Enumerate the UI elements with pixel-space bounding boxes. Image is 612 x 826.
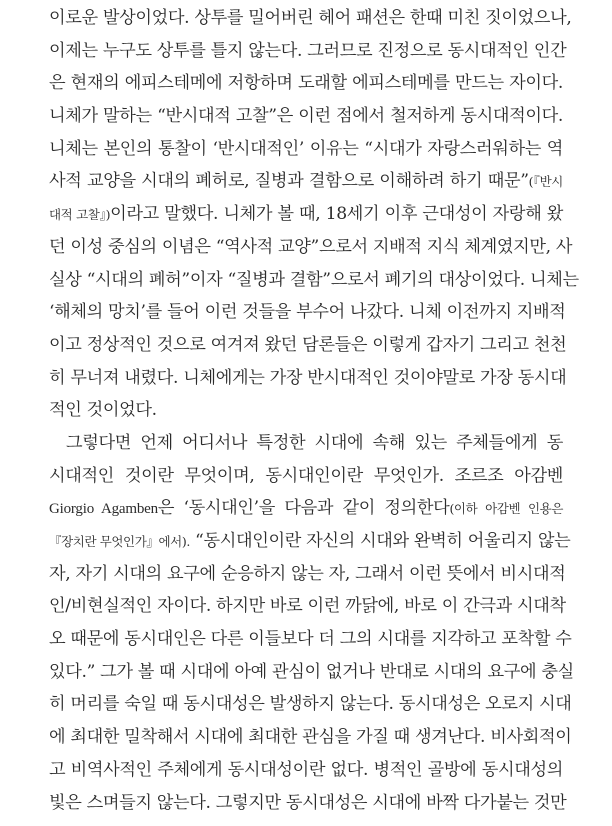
text-line: 자, 자기 시대의 요구에 순응하지 않는 자, 그래서 이런 뜻에서 비시대적	[49, 563, 566, 584]
body-text: 이라고 말했다. 니체가 볼 때, 18세기 이후 근대성이 자랑해 왔	[110, 204, 563, 225]
text-line	[49, 198, 563, 231]
text-line	[49, 525, 571, 558]
text-line: 빛은 스며들지 않는다. 그렇지만 동시대성은 시대에 바짝 다가붙는 것만	[49, 792, 567, 813]
body-text: 사적 교양을 시대의 폐허로, 질병과 결함으로 이해하려 하기 때문”	[49, 171, 529, 192]
text-line: 실상 “시대의 폐허”이자 “질병과 결함”으로서 폐기의 대상이었다. 니체는	[49, 269, 579, 290]
text-line: 니체가 말하는 “반시대적 고찰”은 이런 점에서 철저하게 동시대적이다.	[49, 106, 563, 127]
citation-text: 대적 고찰』)	[49, 207, 111, 223]
paragraph-2	[49, 427, 574, 819]
text-line: 이제는 누구도 상투를 틀지 않는다. 그러므로 진정으로 동시대적인 인간	[49, 40, 567, 61]
citation-text: (『반시	[528, 174, 563, 190]
text-line: 히 무너져 내렸다. 니체에게는 가장 반시대적인 것이야말로 가장 동시대	[49, 367, 567, 388]
text-line: 적인 것이었다.	[49, 400, 157, 421]
text-line	[49, 165, 563, 198]
body-text: 은 ‘동시대인’을 다음과 같이 정의한다	[157, 498, 450, 519]
text-line: ‘해체의 망치’를 들어 이런 것들을 부수어 나갔다. 니체 이전까지 지배적	[49, 302, 566, 323]
citation-text: (이하 아감벤 인용은	[449, 501, 564, 517]
text-line: 고 비역사적인 주체에게 동시대성이란 없다. 병적인 골방에 동시대성의	[49, 759, 563, 780]
text-line: 이로운 발상이었다. 상투를 밀어버린 헤어 패션은 한때 미친 짓이었으나,	[49, 8, 572, 28]
citation-text: 『장치란 무엇인가』에서).	[49, 534, 190, 549]
text-line: 은 현재의 에피스테메에 저항하며 도래할 에피스테메를 만드는 자이다.	[49, 73, 563, 94]
text-line: 던 이성 중심의 이념은 “역사적 교양”으로서 지배적 지식 체계였지만, 사	[49, 236, 573, 257]
text-line: 있다.” 그가 볼 때 시대에 아예 관심이 없거나 반대로 시대의 요구에 충실	[49, 661, 574, 682]
text-line: 시대적인 것이란 무엇이며, 동시대인이란 무엇인가. 조르조 아감벤	[49, 465, 563, 486]
text-line: 히 머리를 숙일 때 동시대성은 발생하지 않는다. 동시대성은 오로지 시대	[49, 694, 572, 715]
paragraph-1	[49, 2, 579, 427]
text-line	[49, 492, 563, 525]
text-line: 그렇다면 언제 어디서나 특정한 시대에 속해 있는 주체들에게 동	[66, 432, 563, 453]
text-line: 니체는 본인의 통찰이 ‘반시대적인’ 이유는 “시대가 자랑스러워하는 역	[49, 138, 563, 159]
text-line: 오 때문에 동시대인은 다른 이들보다 더 그의 시대를 지각하고 포착할 수	[49, 629, 572, 650]
text-line: 에 최대한 밀착해서 시대에 최대한 관심을 가질 때 생겨난다. 비사회적이	[49, 727, 572, 748]
body-text: “동시대인이란 자신의 시대와 완벽히 어울리지 않는	[189, 531, 571, 551]
author-name-latin: Giorgio Agamben	[49, 501, 158, 518]
document-page	[49, 2, 579, 819]
text-line: 이고 정상적인 것으로 여겨져 왔던 담론들은 이렇게 갑자기 그리고 천천	[49, 334, 567, 355]
text-line: 인/비현실적인 자이다. 하지만 바로 이런 까닭에, 바로 이 간극과 시대착	[49, 596, 566, 617]
